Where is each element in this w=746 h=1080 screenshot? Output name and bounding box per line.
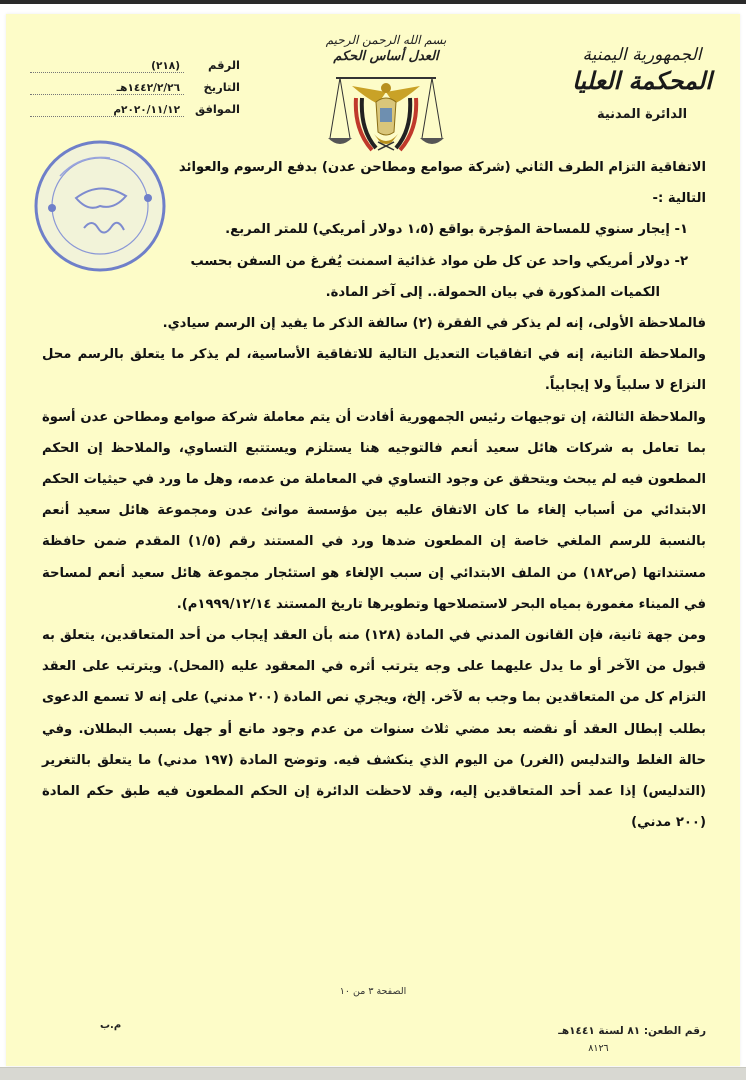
issuer-header xyxy=(572,44,712,128)
country-name: الجمهورية اليمنية xyxy=(582,45,702,65)
meta-equivalent-label: الموافق xyxy=(194,102,240,116)
yemen-emblem-icon xyxy=(326,68,446,158)
court-name: المحكمة العليا xyxy=(572,66,712,95)
list-item: ٢- دولار أمريكي واحد عن كل طن مواد غذائية اسمنت يُفرغ من السفن بحسب xyxy=(190,253,688,269)
document-code: ٨١٢٦ xyxy=(588,1043,609,1054)
appeal-reference xyxy=(558,1022,706,1058)
meta-equivalent-value: ٢٠٢٠/١١/١٢م xyxy=(30,104,184,117)
division-name: الدائرة المدنية xyxy=(596,107,688,122)
list-item-continuation: الكميات المذكورة في بيان الحمولة.. إلى آخر المادة. xyxy=(325,284,660,300)
meta-date-value: ١٤٤٢/٢/٢٦هـ xyxy=(30,82,184,95)
court-seal-stamp-icon xyxy=(30,136,170,276)
meta-number-value: (٢١٨) xyxy=(30,60,184,73)
emblem-block xyxy=(324,32,448,158)
list-item: ١- إيجار سنوي للمساحة المؤجرة بواقع (١،٥ دولار أمريكي) للمتر المربع. xyxy=(225,222,688,238)
body-paragraph: الاتفاقية التزام الطرف الثاني (شركة صوامع ومطاحن عدن) بدفع الرسوم والعوائد xyxy=(178,160,706,175)
appeal-number: رقم الطعن: ٨١ لسنة ١٤٤١هـ xyxy=(558,1025,706,1037)
meta-date xyxy=(30,80,240,102)
body-paragraph: والملاحظة الثانية، إنه في اتفاقيات التعديل التالية للاتفاقية الأساسية، لم يذكر ما يتعلق بالرسم محل النزاع لا سلبياً ولا إيجابياً. xyxy=(42,347,706,394)
bottom-edge-bar xyxy=(0,1067,746,1080)
document-page xyxy=(6,14,740,1066)
typist-initials: م.ب xyxy=(100,1020,122,1031)
body-paragraph: ومن جهة ثانية، فإن القانون المدني في المادة (١٢٨) منه بأن العقد إيجاب من أحد المتعاقدين، يتعلق به قبول من الآخر أو ما يدل عليهما على وجه يترتب أثره في المعقود عليه (المحل). ويترتب على العقد التزام كل من المتعاقدين بما وجب به لآخر. إلخ، ويجري نص المادة (٢٠٠ مدني) على إنه لا تسمع الدعوى بطلب إبطال العقد أو نقضه بعد مضي ثلاث سنوات من عدم وجود مانع أو جهل بسبب البطلان. وفي حالة الغلط والتدليس (الغرر) من اليوم الذي ينكشف فيه. وتوضح المادة (١٩٧ مدني) ما يتعلق بالتغرير (التدليس) إذا عمد أحد المتعاقدين إليه، وقد لاحظت الدائرة إن الحكم المطعون فيه طبق حكم المادة (٢٠٠ مدني) xyxy=(42,628,706,831)
meta-number xyxy=(30,58,240,80)
top-edge-bar xyxy=(0,0,746,4)
basmala: بسم الله الرحمن الرحيم xyxy=(325,33,447,47)
reference-meta xyxy=(30,58,240,124)
meta-equivalent xyxy=(30,102,240,124)
motto: العدل أساس الحكم xyxy=(333,49,439,64)
meta-date-label: التاريخ xyxy=(203,80,240,94)
meta-number-label: الرقم xyxy=(208,58,240,72)
body-paragraph: والملاحظة الثالثة، إن توجيهات رئيس الجمهورية أفادت أن يتم معاملة شركة صوامع ومطاحن عدن أسوة بما تعامل به شركات هائل سعيد أنعم فالتوجيه هنا يستلزم ويستتبع التساوي، والملاحظ إن الحكم المطعون فيه لم يبحث ويتحقق عن وجود التساوي في المعاملة من عدمه، وهل ما ورد في حيثيات الحكم الابتدائي من أسباب إلغاء ما كان الاتفاق عليه بين مؤسسة موانئ عدن ومجموعة هائل سعيد أنعم بالنسبة للرسم الملغي خاصة إن المطعون ضدها ورد في المستند رقم (١/٥) المقدم ضمن حافظة مستنداتها (ص١٨٢) من الملف الابتدائي إن سبب الإلغاء هو استئجار مجموعة هائل سعيد أنعم لمساحة في الميناء مغمورة بمياه البحر لاستصلاحها وتطويرها تاريخ المستند ١٩٩٩/١٢/١٤م). xyxy=(42,409,706,612)
body-paragraph: التالية :- xyxy=(652,191,706,207)
body-paragraph: فالملاحظة الأولى، إنه لم يذكر في الفقرة (٢) سالفة الذكر ما يفيد إن الرسم سيادي. xyxy=(162,316,706,332)
page-indicator: الصفحة ٣ من ١٠ xyxy=(339,986,407,997)
